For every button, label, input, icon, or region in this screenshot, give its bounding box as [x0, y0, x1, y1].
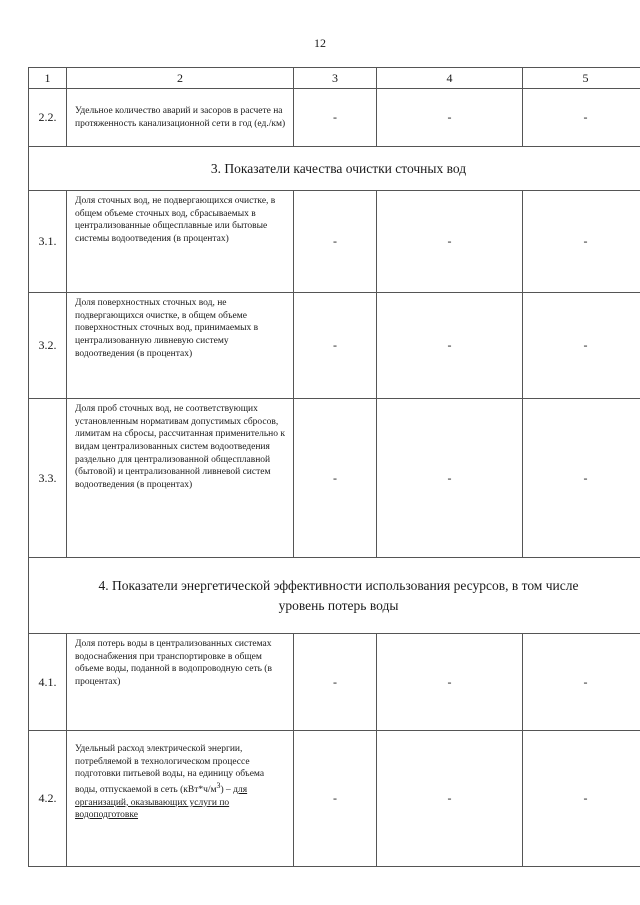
row-value-col3: -	[294, 731, 377, 867]
row-value-col4: -	[377, 191, 523, 293]
row-description	[67, 731, 294, 867]
row-value-col5: -	[523, 89, 640, 147]
row-number: 2.2.	[29, 89, 67, 147]
row-value-col5: -	[523, 634, 640, 731]
column-header: 1	[29, 68, 67, 89]
row-value-col5: -	[523, 293, 640, 399]
table-row	[29, 191, 640, 293]
row-value-col4: -	[377, 89, 523, 147]
section-4-title-line1: 4. Показатели энергетической эффективности использования ресурсов, в том числе	[98, 577, 579, 593]
section-header-row	[29, 558, 640, 634]
row-value-col3: -	[294, 293, 377, 399]
section-4-title	[29, 558, 640, 634]
row-number: 4.2.	[29, 731, 67, 867]
description-text: ) –	[220, 785, 234, 796]
section-3-title: 3. Показатели качества очистки сточных вод	[29, 147, 640, 191]
row-value-col3: -	[294, 399, 377, 558]
row-description: Доля проб сточных вод, не соответствующих установленным нормативам допустимых сбросов, лимитам на сбросы, рассчитанная применительно к видам централизованных систем водоотведения раздельно для централизованной общесплавной (бытовой) и централизованной ливневой систем водоотведения (в процентах)	[67, 399, 294, 558]
row-value-col4: -	[377, 293, 523, 399]
row-number: 3.2.	[29, 293, 67, 399]
row-value-col5: -	[523, 399, 640, 558]
row-value-col3: -	[294, 89, 377, 147]
row-description: Доля потерь воды в централизованных системах водоснабжения при транспортировке в общем объеме воды, поданной в водопроводную сеть (в процентах)	[67, 634, 294, 731]
row-number: 4.1.	[29, 634, 67, 731]
row-value-col4: -	[377, 634, 523, 731]
page-number: 12	[314, 36, 326, 50]
row-value-col3: -	[294, 634, 377, 731]
row-description: Доля сточных вод, не подвергающихся очистке, в общем объеме сточных вод, сбрасываемых в централизованные общесплавные или бытовые системы водоотведения (в процентах)	[67, 191, 294, 293]
indicators-table	[28, 67, 640, 867]
table-row	[29, 89, 640, 147]
row-description: Удельное количество аварий и засоров в расчете на протяженность канализационной сети в год (ед./км)	[67, 89, 294, 147]
row-value-col5: -	[523, 731, 640, 867]
column-header: 3	[294, 68, 377, 89]
superscript: 3	[216, 780, 221, 790]
section-header-row	[29, 147, 640, 191]
column-header: 4	[377, 68, 523, 89]
row-value-col3: -	[294, 191, 377, 293]
column-header: 2	[67, 68, 294, 89]
underlined-note: для организаций, оказывающих услуги по водоподготовке	[75, 785, 248, 821]
section-4-title-line2: уровень потерь воды	[278, 597, 399, 613]
table-row	[29, 399, 640, 558]
row-value-col4: -	[377, 399, 523, 558]
table-row	[29, 293, 640, 399]
table-row	[29, 634, 640, 731]
row-value-col4: -	[377, 731, 523, 867]
row-number: 3.1.	[29, 191, 67, 293]
description-text: Удельный расход электрической энергии, потребляемой в технологическом процессе подготовки питьевой воды, на единицу объема воды, отпускаемой в сеть (кВт*ч/м	[75, 744, 265, 796]
table-header-row	[29, 68, 640, 89]
row-description: Доля поверхностных сточных вод, не подвергающихся очистке, в общем объеме поверхностных сточных вод, принимаемых в централизованную ливневую систему водоотведения (в процентах)	[67, 293, 294, 399]
column-header: 5	[523, 68, 640, 89]
row-number: 3.3.	[29, 399, 67, 558]
row-value-col5: -	[523, 191, 640, 293]
table-row	[29, 731, 640, 867]
